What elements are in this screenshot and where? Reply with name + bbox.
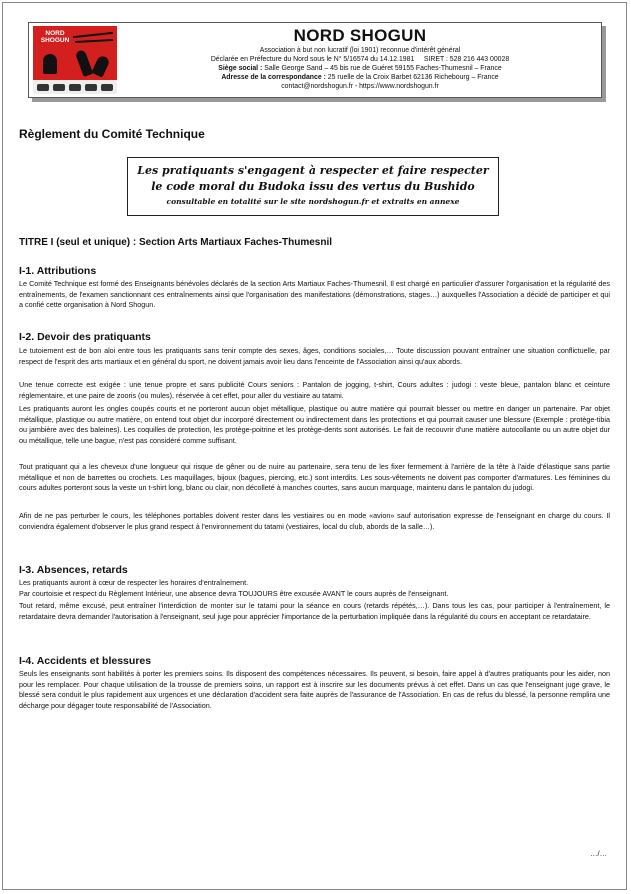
motto-line-1: Les pratiquants s'engagent à respecter et faire respecter	[137, 164, 489, 177]
document-title: Règlement du Comité Technique	[19, 127, 205, 141]
section-heading-devoir: I-2. Devoir des pratiquants	[19, 331, 151, 343]
logo-wordmark: NORD SHOGUN	[40, 30, 70, 44]
section-text-devoir-p3: Les pratiquants auront les ongles coupés courts et ne porteront aucun objet métallique, plastique ou autre matière qui pourrait blesser ou mettre en danger un partenaire. Par objet métallique, plastique ou autre matière, on entend tout objet dur incorporé directement ou indirectement dans les protections et qui pourrait causer une blessure (Exemple : protège-tibia ou jambière avec des baleines). Les coquilles de protection, les protège-poitrine et les protège-dents sont autorisés. Le fait de recouvrir d'une matière autocollante ou un autre objet dur ou métallique, telle une bague, n'est pas considéré comme suffisant.	[19, 404, 610, 445]
section-heading-accidents: I-4. Accidents et blessures	[19, 655, 152, 667]
organization-name: NORD SHOGUN	[293, 26, 427, 45]
motto-line-2: le code moral du Budoka issu des vertus du Bushido	[151, 180, 475, 193]
section-text-devoir-p5: Afin de ne pas perturber le cours, les téléphones portables doivent rester dans les vestiaires ou en mode «avion» sauf autorisation expresse de l'enseignant en charge du cours. Il conviendra également d'observer le plus grand respect à l'environnement du tatami (vestiaires, local du club, abords de la salle…).	[19, 511, 610, 531]
section-heading-absences: I-3. Absences, retards	[19, 564, 128, 576]
registration-info: Déclarée en Préfecture du Nord sous le N° 5/16574 du 14.12.1981 SIRET : 528 216 443 00028	[210, 56, 510, 63]
section-heading-attributions: I-1. Attributions	[19, 265, 97, 277]
section-text-accidents: Seuls les enseignants sont habilités à porter les premiers soins. Ils disposent des compétences nécessaires. Ils peuvent, si besoin, faire appel à d'autres pratiquants pour les aider, non pour les remplacer. Pour chaque utilisation de la trousse de premiers soins, un rapport est à inscrire sur les documents prévus à cet effet. Dans un cas que l'enseignant juge grave, le blessé sera conduit le plus rapidement aux urgences et une déclaration d'accident sera faite auprès de l'assurance de l'Association. En cas de refus du blessé, la personne remplira une décharge pour dégager toute responsabilité de l'Association.	[19, 669, 610, 710]
legal-status: Association à but non lucratif (loi 1901) reconnue d'intérêt général	[259, 47, 461, 54]
letterhead	[28, 22, 602, 98]
nord-shogun-logo	[33, 26, 117, 94]
contact-info: contact@nordshogun.fr - https://www.nordshogun.fr	[281, 83, 439, 90]
section-text-devoir-p2: Une tenue correcte est exigée : une tenue propre et sans publicité Cours seniors : Pantalon de jogging, t-shirt, Cours adultes : judogi : veste bleue, pantalon blanc et ceinture réglementaire, et une paire de zooris (ou mules), réservée à cet effet, pour aller du vestiaire au tatami.	[19, 380, 610, 400]
section-text-attributions: Le Comité Technique est formé des Enseignants bénévoles déclarés de la section Arts Martiaux Faches-Thumesnil. Il est chargé en particulier d'assurer l'organisation et la régularité des entraînements, de l'examen sanctionnant ces entraînements ainsi que l'organisation des manifestations (démonstrations, stages…) auxquelles l'Association a décidé de participer et qui a confié cette organisation à Nord Shogun.	[19, 279, 610, 310]
title-heading: TITRE I (seul et unique) : Section Arts Martiaux Faches-Thumesnil	[19, 237, 333, 248]
motto-line-3: consultable en totalité sur le site nordshogun.fr et extraits en annexe	[166, 197, 460, 206]
section-text-devoir-p4: Tout pratiquant qui a les cheveux d'une longueur qui risque de gêner ou de nuire au partenaire, sera tenu de les fixer fermement à l'arrière de la tête à l'aide d'élastique sans partie métallique et non de barrettes ou crochets. Les maquillages, bijoux (bagues, piercing, etc.) sont interdits. Les sous-vêtements ne doivent pas comporter d'armatures. Les féminines du cours adultes porteront sous la veste un t-shirt long, blanc ou clair, non décolleté à manches courtes, sans aucun marquage, maintenu dans le pantalon du judogi.	[19, 462, 610, 493]
head-office: Siège social : Salle George Sand – 45 bis rue de Guéret 59155 Faches-Thumesnil – France	[218, 65, 502, 72]
section-text-absences-p1: Les pratiquants auront à cœur de respecter les horaires d'entraînement.	[19, 578, 249, 587]
section-text-absences-p2: Par courtoisie et respect du Règlement Intérieur, une absence devra TOUJOURS être excusée AVANT le cours auprès de l'enseignant.	[19, 589, 449, 598]
motto-box	[127, 157, 499, 216]
section-text-devoir-p1: Le tutoiement est de bon aloi entre tous les pratiquants sans tenir compte des sexes, âges, conditions sociales,… Toute discussion pouvant entraîner une situation conflictuelle, par respect de l'esprit des arts martiaux et en général du sport, ne doivent jamais avoir lieu dans l'enceinte de l'Association ainsi qu'aux abords.	[19, 346, 610, 366]
section-text-absences-p3: Tout retard, même excusé, peut entraîner l'interdiction de monter sur le tatami pour la séance en cours (retards répétés,…). Dans tous les cas, pour participer à l'entraînement, le retardataire devra demander l'autorisation à l'enseignant, seul juge pour apprécier l'importance de la perturbation impliquée dans la régularité du cours en acceptant ce retardataire.	[19, 601, 610, 621]
continuation-mark: …/…	[590, 849, 608, 858]
correspondence-address: Adresse de la correspondance : 25 ruelle de la Croix Barbet 62136 Richebourg – France	[221, 74, 499, 81]
